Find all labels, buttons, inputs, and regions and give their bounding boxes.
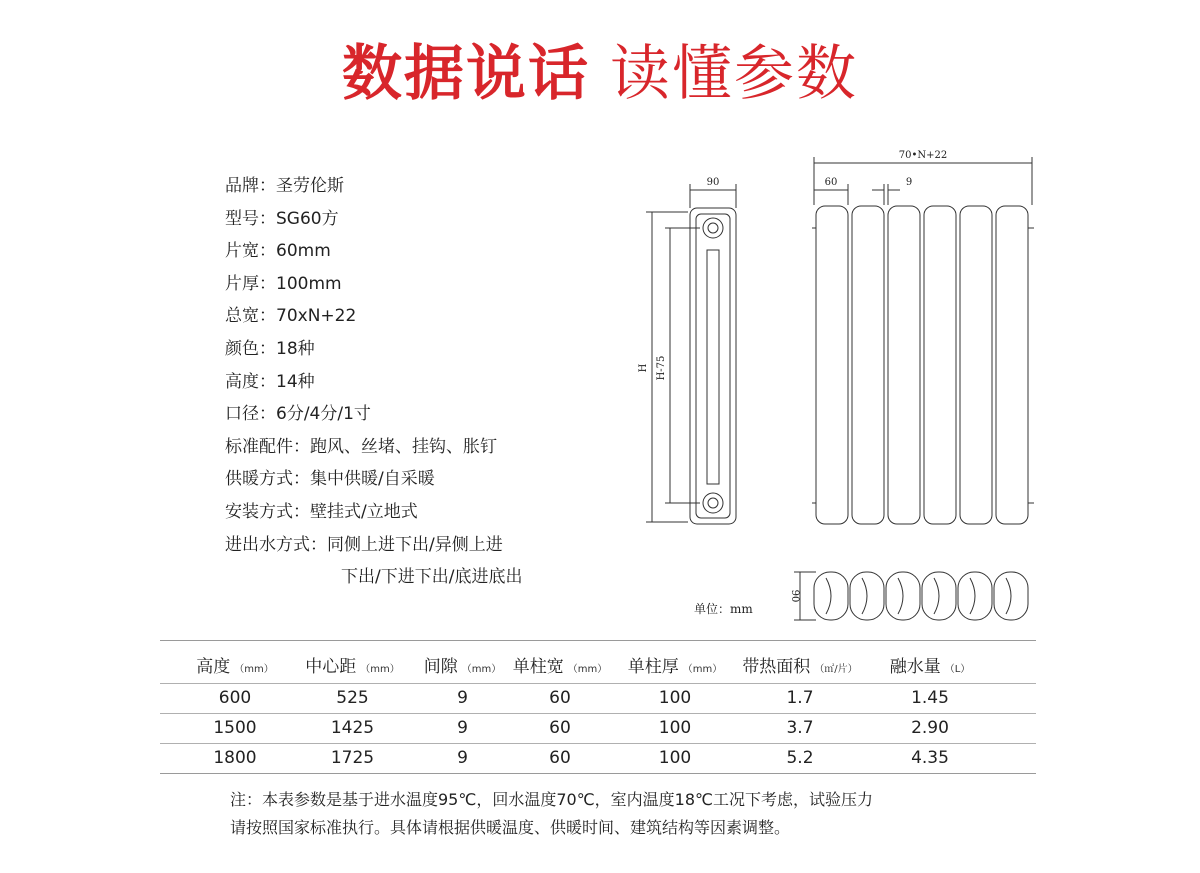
cell-gap: 9 bbox=[457, 688, 468, 708]
spec-label: 片宽： bbox=[225, 241, 276, 262]
cell-column-thickness: 100 bbox=[658, 748, 692, 768]
cell-water-volume: 2.90 bbox=[911, 718, 949, 738]
spec-value: 集中供暖/自采暖 bbox=[310, 469, 435, 490]
header-water-volume: 融水量 （L） bbox=[889, 657, 971, 677]
spec-label: 口径： bbox=[225, 404, 276, 425]
footnote-line-1: 注：本表参数是基于进水温度95℃，回水温度70℃，室内温度18℃工况下考虑，试验压力 bbox=[230, 790, 873, 809]
top-view-sections bbox=[814, 572, 1028, 620]
cell-center-distance: 1425 bbox=[330, 718, 375, 738]
cell-gap: 9 bbox=[457, 748, 468, 768]
section-width-label: 60 bbox=[824, 177, 838, 188]
spec-label: 供暖方式： bbox=[225, 469, 310, 490]
cell-center-distance: 1725 bbox=[330, 748, 375, 768]
side-center-dimension bbox=[665, 228, 700, 503]
spec-value: 圣劳伦斯 bbox=[276, 176, 344, 196]
spec-value: 壁挂式/立地式 bbox=[310, 501, 418, 522]
spec-label: 品牌： bbox=[225, 176, 276, 196]
cell-heating-area: 1.7 bbox=[786, 688, 814, 708]
cell-height: 1500 bbox=[213, 718, 257, 738]
cell-column-width: 60 bbox=[549, 688, 571, 708]
spec-label: 总宽： bbox=[225, 306, 276, 327]
spec-label: 标准配件： bbox=[225, 436, 310, 457]
spec-value: 同侧上进下出/异侧上进 bbox=[327, 534, 503, 555]
spec-value: 跑风、丝堵、挂钩、胀钉 bbox=[310, 436, 497, 457]
cell-column-width: 60 bbox=[549, 718, 571, 738]
cell-column-thickness: 100 bbox=[658, 718, 692, 738]
table-row bbox=[160, 743, 1036, 773]
table-top-rule bbox=[160, 640, 1036, 641]
front-total-width-dimension bbox=[814, 157, 1032, 205]
spec-label: 进出水方式： bbox=[225, 534, 327, 555]
front-view-columns bbox=[812, 206, 1034, 524]
spec-value: 70xN+22 bbox=[276, 306, 357, 327]
depth-label: 90 bbox=[789, 589, 800, 603]
title-main: 数据说话 bbox=[342, 39, 590, 109]
footnote-line-2: 请按照国家标准执行。具体请根据供暖温度、供暖时间、建筑结构等因素调整。 bbox=[230, 818, 791, 837]
gap-label: 9 bbox=[905, 177, 913, 188]
spec-value: SG60方 bbox=[276, 208, 339, 229]
cell-height: 600 bbox=[218, 688, 252, 708]
spec-label: 型号： bbox=[225, 208, 276, 229]
header-height: 高度 （mm） bbox=[196, 657, 274, 677]
side-view-body bbox=[690, 208, 736, 524]
spec-label: 片厚： bbox=[225, 273, 276, 294]
cell-water-volume: 1.45 bbox=[911, 688, 949, 708]
footnote bbox=[230, 786, 873, 842]
center-distance-label: H-75 bbox=[656, 355, 667, 381]
header-column-width: 单柱宽 （mm） bbox=[512, 657, 608, 677]
header-gap: 间隙 （mm） bbox=[423, 657, 502, 677]
spec-value: 18种 bbox=[276, 338, 315, 359]
side-height-dimension bbox=[646, 212, 688, 522]
table-row bbox=[160, 683, 1036, 713]
spec-value: 100mm bbox=[276, 273, 342, 294]
total-width-label: 70•N+22 bbox=[898, 150, 948, 161]
spec-value: 14种 bbox=[276, 371, 315, 392]
side-width-label: 90 bbox=[706, 177, 720, 188]
table-bottom-rule bbox=[160, 773, 1036, 774]
header-center-distance: 中心距 （mm） bbox=[305, 657, 400, 677]
cell-gap: 9 bbox=[457, 718, 468, 738]
spec-value: 60mm bbox=[276, 241, 331, 262]
spec-water-flow-continued: 下出/下进下出/底进底出 bbox=[341, 567, 523, 588]
cell-heating-area: 3.7 bbox=[786, 718, 814, 738]
cell-column-width: 60 bbox=[549, 748, 571, 768]
cell-heating-area: 5.2 bbox=[786, 748, 814, 768]
table-row bbox=[160, 713, 1036, 743]
header-heating-area: 带热面积 （㎡/片） bbox=[742, 657, 858, 677]
height-label: H bbox=[638, 363, 649, 373]
spec-label: 安装方式： bbox=[225, 501, 310, 522]
cell-column-thickness: 100 bbox=[658, 688, 692, 708]
header-column-thickness: 单柱厚 （mm） bbox=[627, 657, 723, 677]
table-header bbox=[160, 652, 1036, 682]
title-sub: 读懂参数 bbox=[610, 39, 858, 109]
spec-label: 颜色： bbox=[225, 338, 276, 359]
spec-value: 6分/4分/1寸 bbox=[276, 404, 371, 425]
cell-center-distance: 525 bbox=[336, 688, 369, 708]
cell-water-volume: 4.35 bbox=[911, 748, 949, 768]
unit-label: 单位：mm bbox=[694, 602, 753, 616]
spec-label: 高度： bbox=[225, 371, 276, 392]
cell-height: 1800 bbox=[213, 748, 257, 768]
